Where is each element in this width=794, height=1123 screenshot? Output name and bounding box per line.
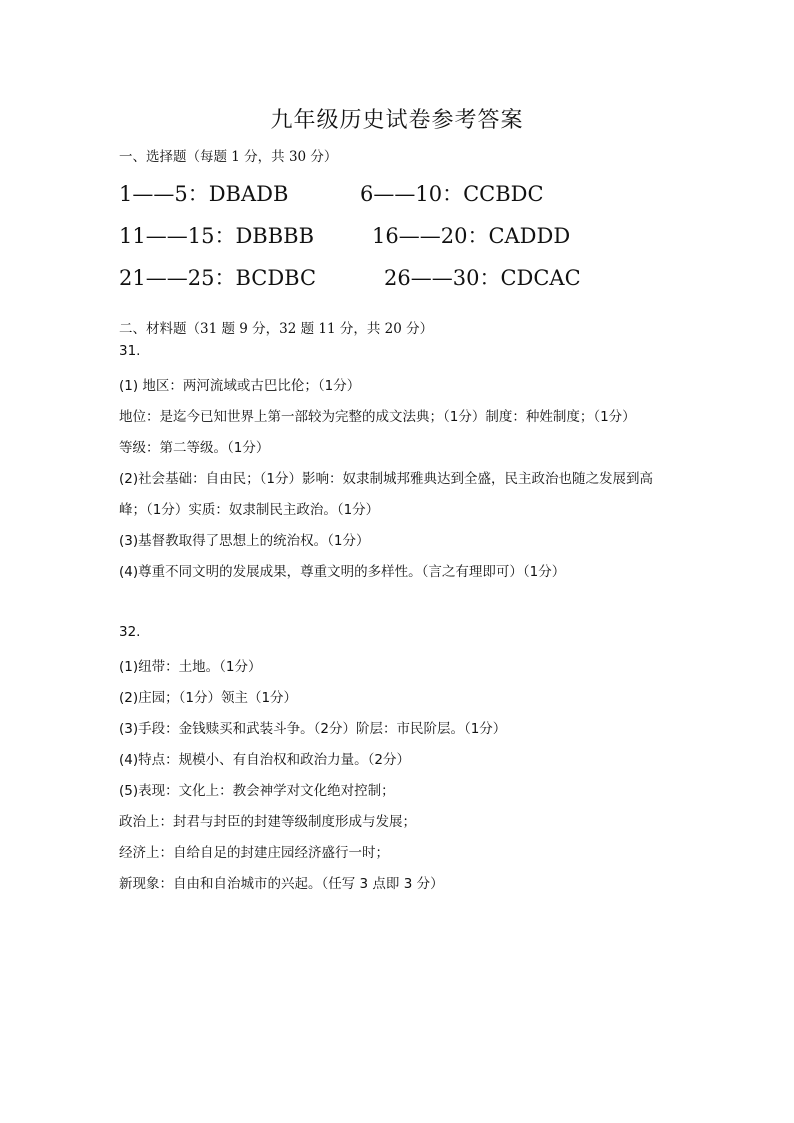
q32-line-7: 经济上：自给自足的封建庄园经济盛行一时； <box>119 845 389 861</box>
page-title: 九年级历史试卷参考答案 <box>270 108 524 133</box>
q32-line-5: (5)表现：文化上：教会神学对文化绝对控制； <box>119 783 395 799</box>
section1-heading: 一、选择题（每题 1 分，共 30 分） <box>119 149 338 165</box>
q31-line-2: 地位：是迄今已知世界上第一部较为完整的成文法典；（1分）制度：种姓制度；（1分） <box>119 409 636 425</box>
question-31-number: 31. <box>119 343 141 359</box>
answer-row-2-right: 16——20：CADDD <box>372 224 571 248</box>
q31-line-4: (2)社会基础：自由民；（1分）影响：奴隶制城邦雅典达到全盛，民主政治也随之发展到高 <box>119 471 653 487</box>
q31-line-3: 等级：第二等级。（1分） <box>119 440 270 456</box>
answer-row-3-right: 26——30：CDCAC <box>384 266 581 290</box>
answer-row-1-left: 1——5：DBADB <box>119 182 289 206</box>
q31-line-5: 峰；（1分）实质：奴隶制民主政治。（1分） <box>119 502 380 518</box>
answer-row-1-right: 6——10：CCBDC <box>360 182 544 206</box>
q32-line-4: (4)特点：规模小、有自治权和政治力量。（2分） <box>119 752 410 768</box>
q31-line-1: (1) 地区：两河流域或古巴比伦；（1分） <box>119 378 361 394</box>
section2-heading: 二、材料题（31 题 9 分，32 题 11 分，共 20 分） <box>119 321 434 337</box>
q32-line-3: (3)手段：金钱赎买和武装斗争。（2分）阶层：市民阶层。（1分） <box>119 721 507 737</box>
question-32-number: 32. <box>119 624 141 640</box>
q31-line-6: (3)基督教取得了思想上的统治权。（1分） <box>119 533 370 549</box>
q32-line-2: (2)庄园；（1分）领主（1分） <box>119 690 298 706</box>
q32-line-6: 政治上：封君与封臣的封建等级制度形成与发展； <box>119 814 416 830</box>
q31-line-7: (4)尊重不同文明的发展成果，尊重文明的多样性。（言之有理即可）（1分） <box>119 564 566 580</box>
q32-line-1: (1)纽带：土地。（1分） <box>119 659 262 675</box>
q32-line-8: 新现象：自由和自治城市的兴起。（任写 3 点即 3 分） <box>119 876 444 892</box>
answer-row-3-left: 21——25：BCDBC <box>119 266 317 290</box>
answer-row-2-left: 11——15：DBBBB <box>119 224 315 248</box>
